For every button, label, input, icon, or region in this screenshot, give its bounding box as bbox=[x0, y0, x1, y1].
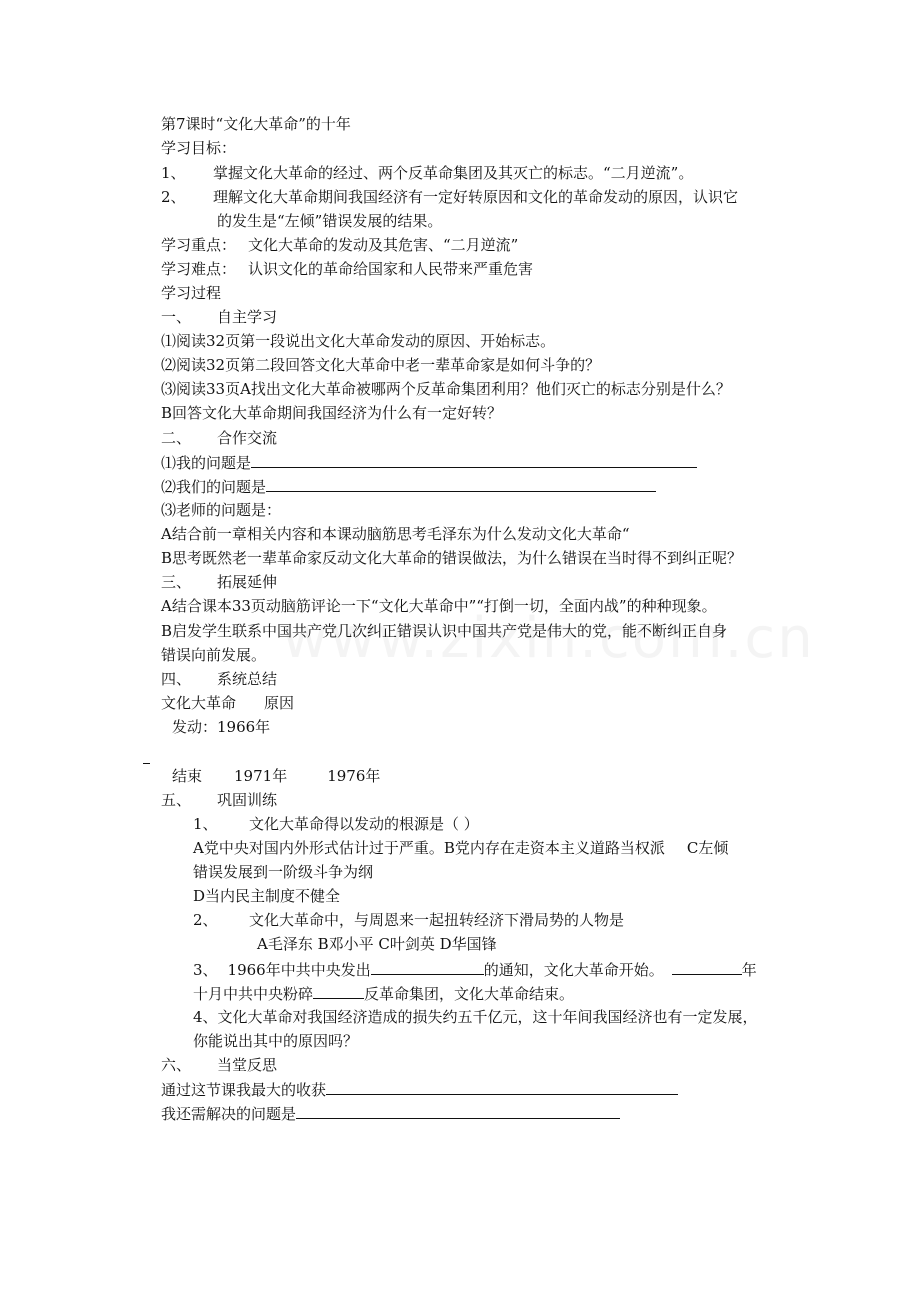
notice-name-blank[interactable] bbox=[371, 957, 484, 975]
section-5-heading bbox=[161, 788, 277, 812]
section-2-q3: ⑶老师的问题是： bbox=[161, 501, 282, 519]
section-3-b: B启发学生联系中国共产党几次纠正错误认识中国共产党是伟大的党，能不断纠正自身 bbox=[161, 622, 728, 640]
bracket-mark bbox=[143, 763, 150, 764]
exercise-2-options: A毛泽东 B邓小平 C叶剑英 D华国锋 bbox=[257, 935, 497, 953]
section-1-item-2: ⑵阅读32页第二段回答文化大革命中老一辈革命家是如何斗争的？ bbox=[161, 356, 601, 374]
year-blank[interactable] bbox=[672, 957, 742, 975]
remaining-question-blank[interactable] bbox=[296, 1101, 620, 1119]
gain-blank[interactable] bbox=[326, 1077, 678, 1095]
difficulty bbox=[161, 257, 533, 281]
section-3-heading bbox=[161, 570, 277, 594]
objective-2 bbox=[161, 185, 738, 209]
section-3-num: 三、 bbox=[161, 573, 192, 591]
exercise-1-option-d: D当内民主制度不健全 bbox=[193, 887, 341, 905]
exercise-2-text: 文化大革命中，与周恩来一起扭转经济下滑局势的人物是 bbox=[249, 911, 625, 929]
section-2-q2 bbox=[161, 474, 656, 498]
key-point-label: 学习重点： bbox=[161, 236, 237, 254]
section-3-title: 拓展延伸 bbox=[217, 573, 278, 591]
exercise-3 bbox=[193, 957, 757, 981]
exercise-1-num: 1、 bbox=[193, 815, 218, 833]
summary-topic: 文化大革命 bbox=[161, 694, 237, 712]
summary-1976: 1976年 bbox=[327, 767, 381, 785]
lesson-title: 第7课时“文化大革命”的十年 bbox=[161, 115, 351, 133]
objective-1 bbox=[161, 161, 693, 185]
exercise-2 bbox=[193, 908, 624, 932]
section-1-heading bbox=[161, 305, 277, 329]
objective-2-text: 理解文化大革命期间我国经济有一定好转原因和文化的革命发动的原因，认识它 bbox=[213, 188, 739, 206]
exercise-1-options-ab bbox=[193, 836, 728, 860]
exercise-2-num: 2、 bbox=[193, 911, 218, 929]
section-1-item-1: ⑴阅读32页第一段说出文化大革命发动的原因、开始标志。 bbox=[161, 332, 556, 350]
section-3-a: A结合课本33页动脑筋评论一下“文化大革命中”“打倒一切，全面内战”的种种现象。 bbox=[161, 597, 717, 615]
section-2-a: A结合前一章相关内容和本课动脑筋思考毛泽东为什么发动文化大革命“ bbox=[161, 525, 630, 543]
section-6-num: 六、 bbox=[161, 1056, 192, 1074]
section-1-num: 一、 bbox=[161, 308, 192, 326]
section-2-heading bbox=[161, 426, 277, 450]
exercise-3-part-d: 十月中共中央粉碎 bbox=[193, 985, 314, 1003]
my-question-blank[interactable] bbox=[251, 450, 697, 468]
key-point bbox=[161, 233, 518, 257]
objective-1-num: 1、 bbox=[161, 164, 186, 182]
q2-label: ⑵我们的问题是 bbox=[161, 478, 267, 496]
section-3-b-cont: 错误向前发展。 bbox=[161, 646, 267, 664]
section-4-heading bbox=[161, 667, 277, 691]
exercise-1-option-c: C左倾 bbox=[686, 839, 729, 857]
exercise-4: 4、文化大革命对我国经济造成的损失约五千亿元，这十年间我国经济也有一定发展， bbox=[193, 1008, 758, 1026]
difficulty-text: 认识文化的革命给国家和人民带来严重危害 bbox=[248, 260, 534, 278]
exercise-3-num: 3、 bbox=[193, 961, 218, 979]
key-point-text: 文化大革命的发动及其危害、“二月逆流” bbox=[248, 236, 519, 254]
reflection-2 bbox=[161, 1101, 620, 1125]
exercise-3-cont bbox=[193, 981, 574, 1005]
q1-label: ⑴我的问题是 bbox=[161, 454, 252, 472]
summary-row-3 bbox=[172, 764, 380, 788]
objective-1-text: 掌握文化大革命的经过、两个反革命集团及其灭亡的标志。“二月逆流”。 bbox=[213, 164, 694, 182]
exercise-3-part-e: 反革命集团，文化大革命结束。 bbox=[364, 985, 575, 1003]
objective-2-cont: 的发生是“左倾”错误发展的结果。 bbox=[217, 212, 443, 230]
difficulty-label: 学习难点： bbox=[161, 260, 237, 278]
section-6-heading bbox=[161, 1053, 277, 1077]
exercise-1-option-c-cont: 错误发展到一阶级斗争为纲 bbox=[193, 863, 374, 881]
process-label: 学习过程 bbox=[161, 284, 222, 302]
reflection-1 bbox=[161, 1077, 678, 1101]
section-1-item-3: ⑶阅读33页A找出文化大革命被哪两个反革命集团利用？他们灭亡的标志分别是什么？ bbox=[161, 380, 731, 398]
exercise-4-cont: 你能说出其中的原因吗？ bbox=[193, 1032, 359, 1050]
summary-row-1 bbox=[161, 691, 294, 715]
exercise-3-part-a: 1966年中共中央发出 bbox=[227, 961, 371, 979]
section-5-num: 五、 bbox=[161, 791, 192, 809]
section-2-q1 bbox=[161, 450, 697, 474]
summary-1971: 1971年 bbox=[234, 767, 288, 785]
section-6-title: 当堂反思 bbox=[217, 1056, 278, 1074]
summary-cause: 原因 bbox=[264, 694, 295, 712]
exercise-1-option-ab: A党中央对国内外形式估计过于严重。B党内存在走资本主义道路当权派 bbox=[193, 839, 665, 857]
exercise-3-part-c: 年 bbox=[741, 961, 757, 979]
reflection-1-label: 通过这节课我最大的收获 bbox=[161, 1081, 327, 1099]
reflection-2-label: 我还需解决的问题是 bbox=[161, 1105, 297, 1123]
section-2-title: 合作交流 bbox=[217, 429, 278, 447]
objective-2-num: 2、 bbox=[161, 188, 186, 206]
exercise-1 bbox=[193, 812, 479, 836]
section-2-b: B思考既然老一辈革命家反动文化大革命的错误做法，为什么错误在当时得不到纠正呢？ bbox=[161, 549, 743, 567]
section-5-title: 巩固训练 bbox=[217, 791, 278, 809]
objectives-label: 学习目标： bbox=[161, 139, 237, 157]
section-4-num: 四、 bbox=[161, 670, 192, 688]
summary-launch: 发动：1966年 bbox=[172, 718, 271, 736]
exercise-3-part-b: 的通知，文化大革命开始。 bbox=[483, 961, 664, 979]
section-2-num: 二、 bbox=[161, 429, 192, 447]
section-1-item-4: B回答文化大革命期间我国经济为什么有一定好转？ bbox=[161, 404, 503, 422]
our-question-blank[interactable] bbox=[266, 474, 656, 492]
section-4-title: 系统总结 bbox=[217, 670, 278, 688]
section-1-title: 自主学习 bbox=[217, 308, 278, 326]
summary-end: 结束 bbox=[172, 767, 203, 785]
exercise-1-text: 文化大革命得以发动的根源是（ ） bbox=[249, 815, 479, 833]
group-blank[interactable] bbox=[313, 981, 364, 999]
